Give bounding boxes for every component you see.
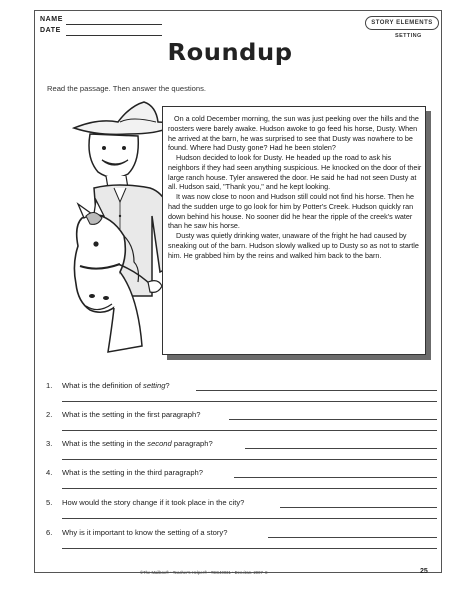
hat-icon bbox=[74, 102, 172, 134]
name-field[interactable] bbox=[66, 24, 162, 25]
question-6: Why is it important to know the setting of a story? bbox=[62, 528, 228, 537]
name-label: NAME bbox=[40, 16, 64, 23]
page-number: 25 bbox=[420, 568, 428, 575]
answer-line[interactable] bbox=[234, 477, 437, 478]
instructions: Read the passage. Then answer the questions. bbox=[47, 84, 207, 93]
question-5: How would the story change if it took place in the city? bbox=[62, 498, 245, 507]
passage-paragraph: On a cold December morning, the sun was just peeking over the hills and the roosters were barely awake. Hudson awoke to go feed his horse, Dusty. When he arrived at the barn, he was surprised to see that Dusty was nowhere to be found. Where had Dusty gone? Had he been stolen? bbox=[168, 114, 419, 153]
passage bbox=[168, 114, 422, 260]
answer-line[interactable] bbox=[62, 548, 437, 549]
answer-line[interactable] bbox=[280, 507, 437, 508]
question-2: What is the setting in the first paragraph? bbox=[62, 410, 201, 419]
story-elements-badge: STORY ELEMENTS bbox=[365, 16, 439, 30]
question-1: What is the definition of setting? bbox=[62, 381, 170, 390]
date-field[interactable] bbox=[66, 35, 162, 36]
answer-line[interactable] bbox=[62, 401, 437, 402]
question-3: What is the setting in the second paragraph? bbox=[62, 439, 213, 448]
question-number: 5. bbox=[46, 498, 53, 507]
footer-credit: ©The Mailbox® • Teacher's Helper® • TEC40031 • Dec./Jan. 2007–8 bbox=[140, 570, 268, 575]
answer-line[interactable] bbox=[62, 488, 437, 489]
answer-line[interactable] bbox=[196, 390, 437, 391]
question-number: 2. bbox=[46, 410, 53, 419]
cowboy-face-icon bbox=[89, 134, 138, 178]
date-label: DATE bbox=[40, 27, 61, 34]
question-4: What is the setting in the third paragraph? bbox=[62, 468, 203, 477]
answer-line[interactable] bbox=[62, 459, 437, 460]
answer-line[interactable] bbox=[62, 518, 437, 519]
passage-paragraph: Hudson decided to look for Dusty. He headed up the road to ask his neighbors if they had seen anything suspicious. He knocked on the door of their large ranch house. Tyler answered the door. He said he had not seen Dusty at all. Hudson said, "Thank you," and he kept looking. bbox=[168, 153, 422, 192]
question-number: 3. bbox=[46, 439, 53, 448]
answer-line[interactable] bbox=[268, 537, 437, 538]
passage-paragraph: It was now close to noon and Hudson still could not find his horse. Then he had the sudden urge to go look for him by Potter's Creek. Hudson quickly ran down behind his house. No sooner did he hear the ripple of the creek's water than he saw his horse. bbox=[168, 192, 414, 231]
question-number: 4. bbox=[46, 468, 53, 477]
answer-line[interactable] bbox=[229, 419, 437, 420]
question-number: 6. bbox=[46, 528, 53, 537]
question-number: 1. bbox=[46, 381, 53, 390]
answer-line[interactable] bbox=[245, 448, 437, 449]
passage-paragraph: Dusty was quietly drinking water, unaware of the fright he had caused by sneaking out of the barn. Hudson slowly walked up to Dusty so as not to startle him. He grabbed him by the reins and walked him back to the barn. bbox=[168, 231, 419, 260]
page-border-top bbox=[34, 10, 442, 11]
setting-label: SETTING bbox=[395, 33, 422, 39]
page-border-right bbox=[441, 10, 442, 573]
answer-line[interactable] bbox=[62, 430, 437, 431]
page-title: Roundup bbox=[167, 40, 293, 66]
cowboy-on-horse-illustration bbox=[68, 96, 172, 366]
page-border-left bbox=[34, 10, 35, 573]
